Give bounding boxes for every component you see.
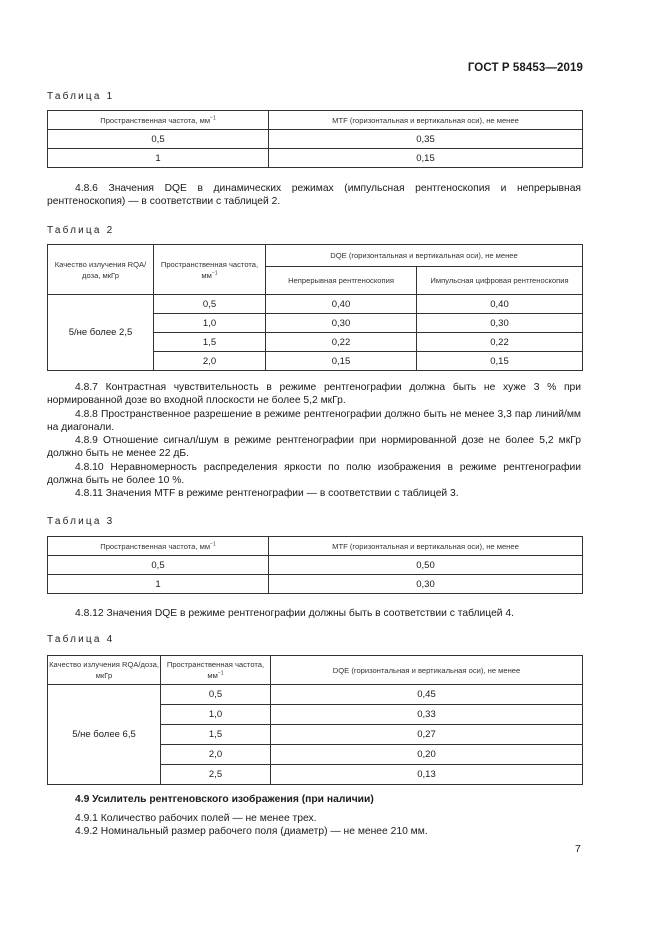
paragraph-4-8-6: 4.8.6 Значения DQE в динамических режимах (импульсная рентгеноскопия и непрерывная рентгеноскопия) — в соответствии с таблицей 2.	[47, 183, 581, 208]
table-cell: 1,0	[154, 314, 266, 333]
table4	[47, 655, 583, 785]
table3-header-freq: Пространственная частота, $мм^{-1}$	[48, 537, 269, 556]
table-cell: 1,5	[161, 725, 271, 745]
table2-header-continuous: Непрерывная рентгеноскопия	[266, 267, 417, 295]
table-row	[48, 575, 583, 594]
table2-header-quality: Качество излучения RQA/доза, мкГр	[48, 245, 154, 295]
table-cell: 0,50	[269, 556, 583, 575]
table2-header-pulse: Импульсная цифровая рентгеноскопия	[417, 267, 583, 295]
table-cell: 0,35	[269, 130, 583, 149]
table-cell: 0,15	[269, 149, 583, 168]
table-cell: 0,22	[417, 333, 583, 352]
table-cell: 0,40	[266, 295, 417, 314]
document-id: ГОСТ Р 58453—2019	[467, 62, 583, 74]
paragraphs-4-9	[47, 812, 581, 839]
table3	[47, 536, 583, 594]
table2	[47, 244, 583, 371]
table-cell: 2,5	[161, 765, 271, 785]
table-cell: 0,30	[266, 314, 417, 333]
table3-header-mtf: MTF (горизонтальная и вертикальная оси), не менее	[269, 537, 583, 556]
table-cell: 0,15	[417, 352, 583, 371]
table-cell: 0,45	[271, 685, 583, 705]
table-cell: 0,5	[48, 556, 269, 575]
table-cell: 1,5	[154, 333, 266, 352]
table2-header-dqe: DQE (горизонтальная и вертикальная оси), не менее	[266, 245, 583, 267]
page-number: 7	[575, 843, 581, 855]
table-row	[48, 685, 583, 705]
table4-header-freq: Пространственная частота, $мм^{-1}$	[161, 656, 271, 685]
paragraph-4-9-2: 4.9.2 Номинальный размер рабочего поля (диаметр) — не менее 210 мм.	[75, 826, 428, 838]
table-cell: 0,27	[271, 725, 583, 745]
table-cell: 0,13	[271, 765, 583, 785]
paragraph-4-8-8: 4.8.8 Пространственное разрешение в режиме рентгенографии должно быть не менее 3,3 пар линий/мм на диагонали.	[47, 408, 581, 433]
table-row	[48, 556, 583, 575]
table4-quality-cell: 5/не более 6,5	[48, 685, 161, 785]
paragraph-4-8-11: 4.8.11 Значения MTF в режиме рентгенографии — в соответствии с таблицей 3.	[75, 488, 459, 500]
table-row	[48, 295, 583, 314]
table-cell: 1	[48, 149, 269, 168]
table4-caption: Таблица 4	[47, 634, 115, 645]
table2-header-freq: Пространственная частота, $мм^{-1}$	[154, 245, 266, 295]
table2-quality-cell: 5/не более 2,5	[48, 295, 154, 371]
table-cell: 2,0	[161, 745, 271, 765]
table3-caption: Таблица 3	[47, 516, 115, 527]
table-cell: 0,30	[417, 314, 583, 333]
table4-header-quality: Качество излучения RQA/доза, мкГр	[48, 656, 161, 685]
table4-header-dqe: DQE (горизонтальная и вертикальная оси), не менее	[271, 656, 583, 685]
paragraph-4-8-9: 4.8.9 Отношение сигнал/шум в режиме рентгенографии при нормированной дозе не более 5,2 мкГр должно быть не менее 22 дБ.	[47, 435, 581, 460]
table-cell: 0,5	[154, 295, 266, 314]
paragraph-4-8-12: 4.8.12 Значения DQE в режиме рентгенографии должны быть в соответствии с таблицей 4.	[75, 608, 514, 619]
paragraphs-4-8-7-to-4-8-11	[47, 381, 581, 501]
table-cell: 1	[48, 575, 269, 594]
table-row	[48, 130, 583, 149]
table-row	[48, 149, 583, 168]
paragraph-4-8-7: 4.8.7 Контрастная чувствительность в режиме рентгенографии должна быть не хуже 3 % при нормированной дозе во входной плоскости не более 5,2 мкГр.	[47, 382, 581, 407]
paragraph-4-9-1: 4.9.1 Количество рабочих полей — не менее трех.	[75, 813, 317, 824]
table1-header-freq: Пространственная частота, $мм^{-1}$	[48, 111, 269, 130]
table-cell: 0,33	[271, 705, 583, 725]
table-cell: 0,30	[269, 575, 583, 594]
table2-caption: Таблица 2	[47, 225, 115, 236]
table-cell: 0,5	[48, 130, 269, 149]
table1	[47, 110, 583, 168]
table-cell: 2,0	[154, 352, 266, 371]
paragraph-4-8-10: 4.8.10 Неравномерность распределения яркости по полю изображения в режиме рентгенографии должна быть не более 10 %.	[47, 461, 581, 487]
table-cell: 0,5	[161, 685, 271, 705]
table-cell: 1,0	[161, 705, 271, 725]
table1-header-mtf: MTF (горизонтальная и вертикальная оси), не менее	[269, 111, 583, 130]
table1-caption: Таблица 1	[47, 91, 115, 102]
section-4-9-title: 4.9 Усилитель рентгеновского изображения (при наличии)	[75, 794, 374, 805]
table-cell: 0,20	[271, 745, 583, 765]
table-cell: 0,15	[266, 352, 417, 371]
table-cell: 0,22	[266, 333, 417, 352]
table-cell: 0,40	[417, 295, 583, 314]
